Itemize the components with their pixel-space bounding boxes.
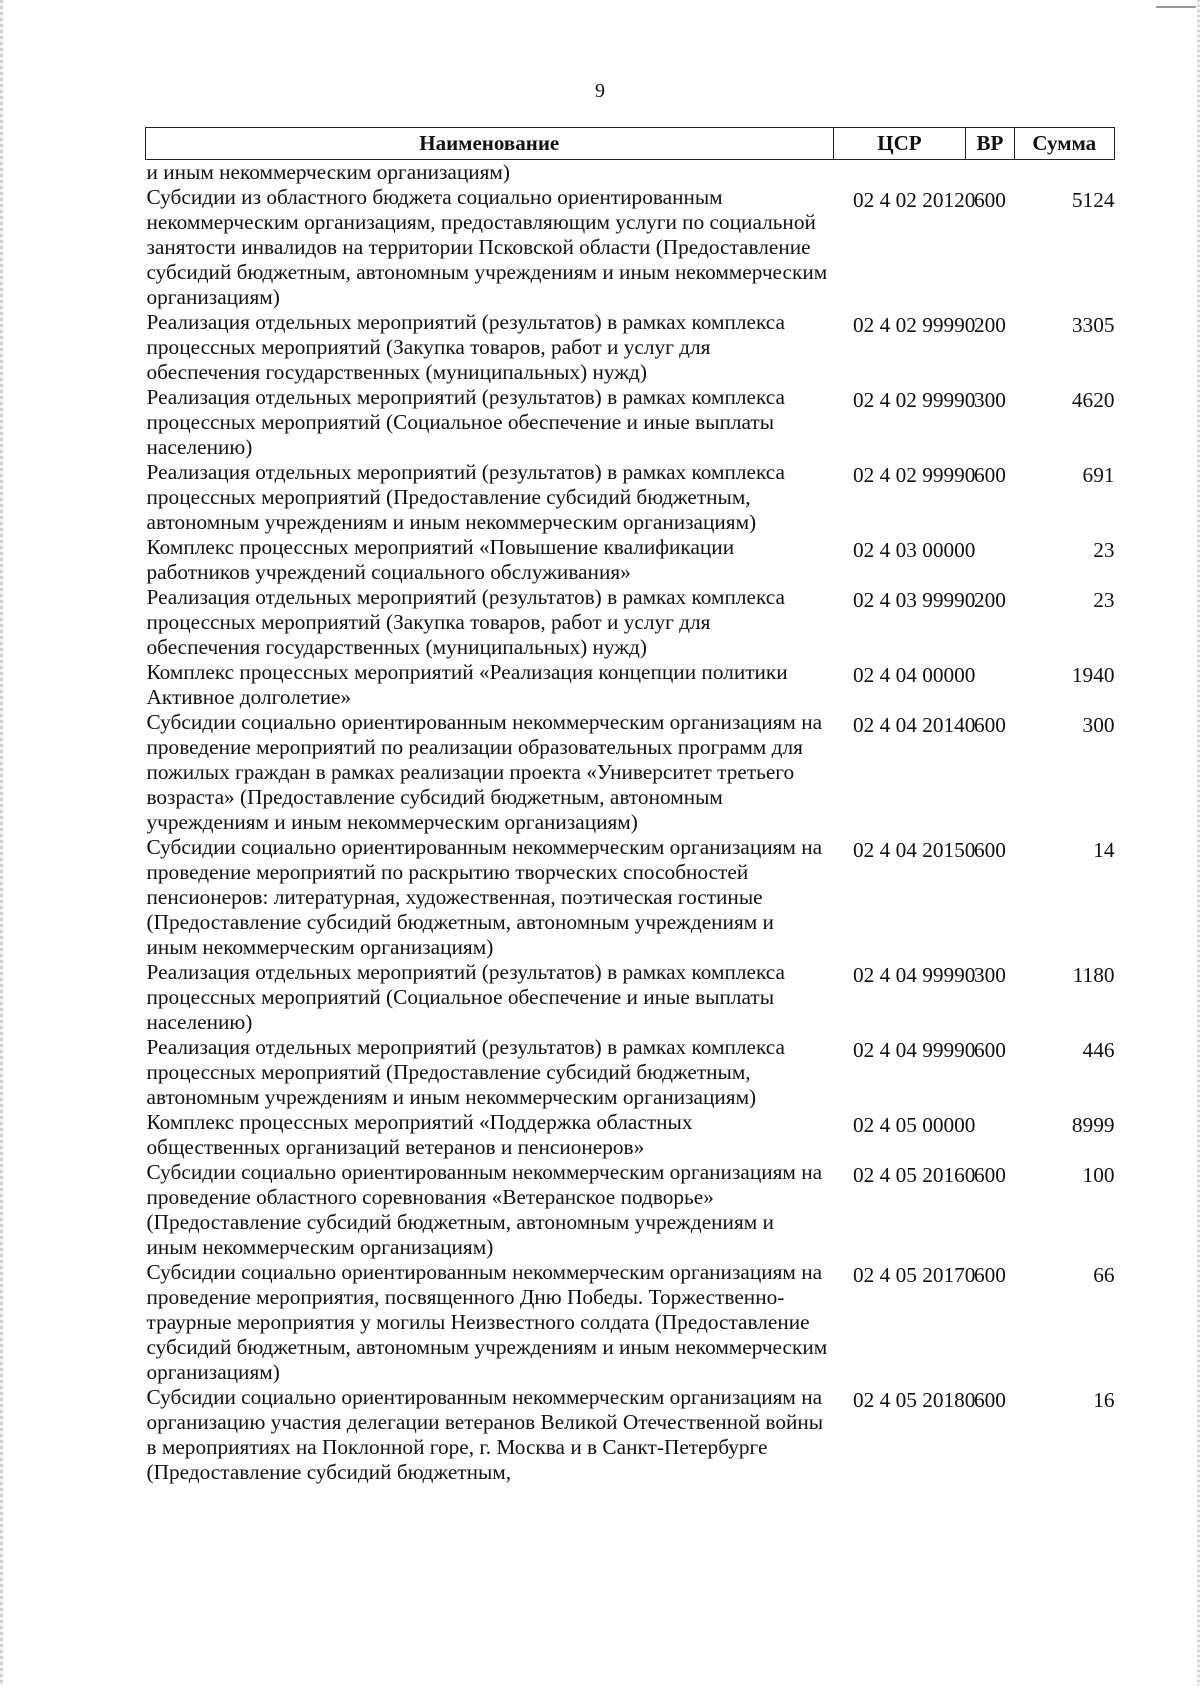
header-csr: ЦСР [833, 128, 966, 160]
row-name: Реализация отдельных мероприятий (результатов) в рамках комплекса процессных мероприятий (Социальное обеспечение и иные выплаты населению) [146, 385, 785, 459]
row-sum: 3305 [1071, 313, 1115, 337]
table-row [146, 660, 1115, 710]
row-sum: 16 [1093, 1388, 1115, 1412]
row-csr: 02 4 03 00000 [853, 538, 976, 562]
row-name: Комплекс процессных мероприятий «Повышение квалификации работников учреждений социального обслуживания» [146, 535, 735, 584]
row-sum: 5124 [1071, 188, 1115, 212]
scan-corner-mark [1156, 6, 1196, 8]
row-sum: 4620 [1071, 388, 1115, 412]
table-header [146, 128, 1115, 160]
row-vr: 600 [973, 1038, 1006, 1062]
table-row [146, 1260, 1115, 1385]
table-row [146, 535, 1115, 585]
row-csr: 02 4 05 20180 [853, 1388, 976, 1412]
budget-table [145, 127, 1115, 1485]
row-sum: 100 [1082, 1163, 1115, 1187]
table-row [146, 385, 1115, 460]
row-vr [966, 160, 1014, 186]
row-vr: 600 [973, 713, 1006, 737]
row-csr: 02 4 02 99990 [853, 463, 976, 487]
table-row [146, 185, 1115, 310]
scan-edge-left [0, 0, 3, 1686]
header-sum: Сумма [1014, 128, 1114, 160]
row-sum: 14 [1093, 838, 1115, 862]
row-csr: 02 4 05 20160 [853, 1163, 976, 1187]
row-csr: 02 4 04 20150 [853, 838, 976, 862]
row-csr: 02 4 02 99990 [853, 388, 976, 412]
row-csr: 02 4 03 99990 [853, 588, 976, 612]
row-csr [833, 160, 966, 186]
table-row [146, 460, 1115, 535]
row-sum [1014, 160, 1114, 186]
table-body [146, 160, 1115, 1486]
row-vr: 600 [973, 1263, 1006, 1287]
row-csr: 02 4 02 99990 [853, 313, 976, 337]
row-name: Субсидии социально ориентированным некоммерческим организациям на проведение мероприятий по раскрытию творческих способностей пенсионеров: литературная, художественная, поэтическая гостиные (Предоставление субсидий бюджетным, автономным учреждениям и иным некоммерческим организациям) [146, 835, 823, 959]
row-name: Реализация отдельных мероприятий (результатов) в рамках комплекса процессных мероприятий (Закупка товаров, работ и услуг для обеспечения государственных (муниципальных) нужд) [146, 585, 785, 659]
table-row [146, 1035, 1115, 1110]
row-sum: 1940 [1071, 663, 1115, 687]
row-name: Субсидии социально ориентированным некоммерческим организациям на проведение мероприятия, посвященного Дню Победы. Торжественно-траурные мероприятия у могилы Неизвестного солдата (Предоставление субсидий бюджетным, автономным учреждениям и иным некоммерческим организациям) [146, 1260, 828, 1384]
row-name: Реализация отдельных мероприятий (результатов) в рамках комплекса процессных мероприятий (Предоставление субсидий бюджетным, автономным учреждениям и иным некоммерческим организациям) [146, 460, 785, 534]
table-row [146, 585, 1115, 660]
row-name: и иным некоммерческим организациям) [146, 160, 511, 184]
row-csr: 02 4 05 20170 [853, 1263, 976, 1287]
row-vr: 600 [973, 463, 1006, 487]
row-sum: 300 [1082, 713, 1115, 737]
row-csr: 02 4 04 99990 [853, 963, 976, 987]
row-name: Субсидии социально ориентированным некоммерческим организациям на проведение мероприятий по реализации образовательных программ для пожилых граждан в рамках реализации проекта «Университет третьего возраста» (Предоставление субсидий бюджетным, автономным учреждениям и иным некоммерческим организациям) [146, 710, 823, 834]
row-vr: 600 [973, 838, 1006, 862]
table-row [146, 1110, 1115, 1160]
row-vr: 600 [973, 1388, 1006, 1412]
row-name: Субсидии социально ориентированным некоммерческим организациям на проведение областного соревнования «Ветеранское подворье» (Предоставление субсидий бюджетным, автономным учреждениям и иным некоммерческим организациям) [146, 1160, 823, 1259]
row-csr: 02 4 02 20120 [853, 188, 976, 212]
row-sum: 691 [1082, 463, 1115, 487]
row-vr: 600 [973, 1163, 1006, 1187]
row-name: Комплекс процессных мероприятий «Реализация концепции политики Активное долголетие» [146, 660, 788, 709]
table-row [146, 835, 1115, 960]
row-csr: 02 4 04 20140 [853, 713, 976, 737]
page-number: 9 [595, 80, 605, 102]
table-row [146, 710, 1115, 835]
row-vr: 200 [973, 588, 1006, 612]
row-sum: 446 [1082, 1038, 1115, 1062]
table-row [146, 1160, 1115, 1260]
table-row [146, 1385, 1115, 1485]
row-sum: 23 [1093, 538, 1115, 562]
header-name: Наименование [146, 128, 834, 160]
row-vr: 300 [973, 963, 1006, 987]
row-sum: 1180 [1072, 963, 1115, 987]
row-csr: 02 4 04 00000 [853, 663, 976, 687]
row-sum: 66 [1093, 1263, 1115, 1287]
row-name: Реализация отдельных мероприятий (результатов) в рамках комплекса процессных мероприятий (Социальное обеспечение и иные выплаты населению) [146, 960, 785, 1034]
row-name: Комплекс процессных мероприятий «Поддержка областных общественных организаций ветеранов и пенсионеров» [146, 1110, 693, 1159]
row-name: Реализация отдельных мероприятий (результатов) в рамках комплекса процессных мероприятий (Предоставление субсидий бюджетным, автономным учреждениям и иным некоммерческим организациям) [146, 1035, 785, 1109]
row-name: Реализация отдельных мероприятий (результатов) в рамках комплекса процессных мероприятий (Закупка товаров, работ и услуг для обеспечения государственных (муниципальных) нужд) [146, 310, 785, 384]
row-name: Субсидии социально ориентированным некоммерческим организациям на организацию участия делегации ветеранов Великой Отечественной войны в мероприятиях на Поклонной горе, г. Москва и в Санкт-Петербурге (Предоставление субсидий бюджетным, [146, 1385, 824, 1484]
row-sum: 8999 [1071, 1113, 1115, 1137]
row-vr: 200 [973, 313, 1006, 337]
table-row [146, 960, 1115, 1035]
row-csr: 02 4 05 00000 [853, 1113, 976, 1137]
row-name: Субсидии из областного бюджета социально ориентированным некоммерческим организациям, предоставляющим услуги по социальной занятости инвалидов на территории Псковской области (Предоставление субсидий бюджетным, автономным учреждениям и иным некоммерческим организациям) [146, 185, 828, 309]
row-sum: 23 [1093, 588, 1115, 612]
table-row [146, 160, 1115, 186]
row-vr: 300 [973, 388, 1006, 412]
row-csr: 02 4 04 99990 [853, 1038, 976, 1062]
row-vr: 600 [973, 188, 1006, 212]
table-row [146, 310, 1115, 385]
header-vr: ВР [966, 128, 1014, 160]
